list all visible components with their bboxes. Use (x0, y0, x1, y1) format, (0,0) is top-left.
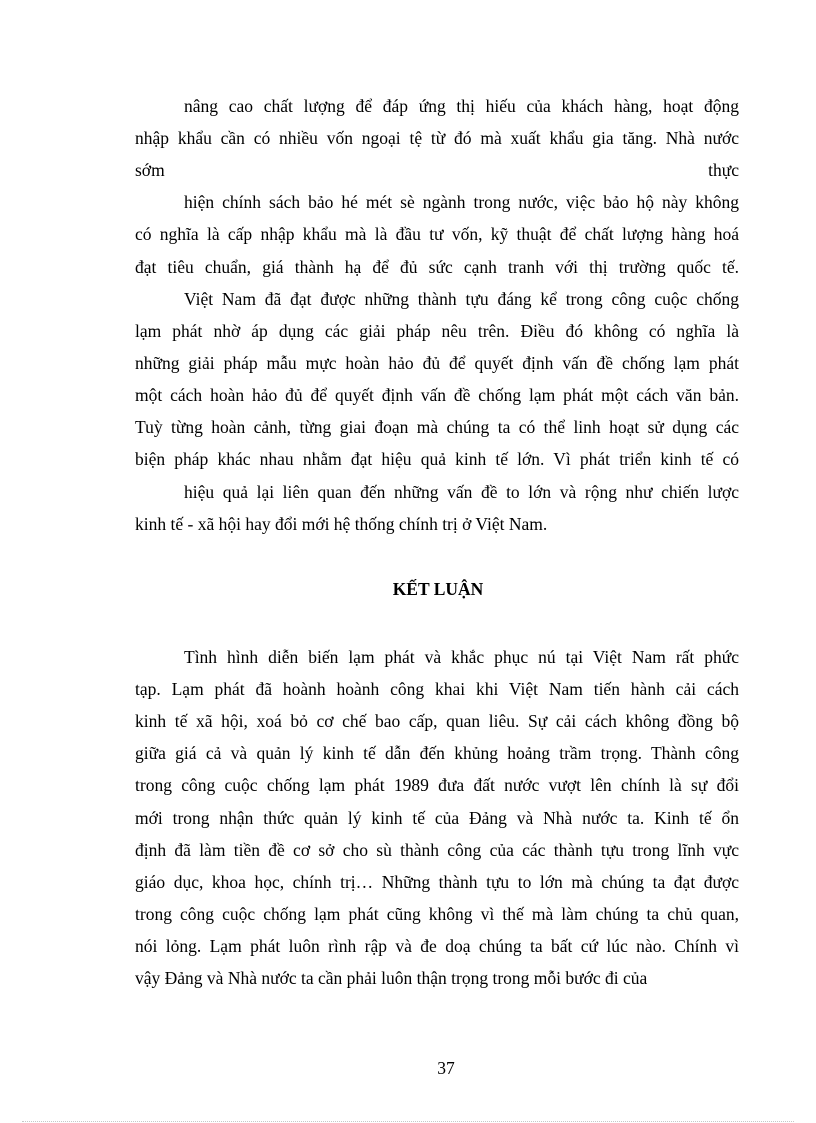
text-line: định đã làm tiền đề cơ sở cho sù thành công của các thành tựu trong lĩnh vực (135, 840, 739, 860)
section-heading: KẾT LUẬN (392, 579, 484, 599)
text-line: Tuỳ từng hoàn cảnh, từng giai đoạn mà chúng ta có thể linh hoạt sử dụng các (135, 417, 739, 437)
text-line: những giải pháp mẫu mực hoàn hảo đủ để quyết định vấn đề chống lạm phát (135, 353, 739, 373)
text-line: trong công cuộc chống lạm phát cũng không vì thế mà làm chúng ta chủ quan, (135, 904, 739, 924)
text-line: tạp. Lạm phát đã hoành hoành công khai khi Việt Nam tiến hành cải cách (135, 679, 739, 699)
text-line: Việt Nam đã đạt được những thành tựu đáng kể trong công cuộc chống (184, 289, 739, 309)
page-number: 37 (437, 1058, 455, 1078)
text-line: Tình hình diễn biến lạm phát và khắc phục nú tại Việt Nam rất phức (184, 647, 739, 667)
text-line: nâng cao chất lượng để đáp ứng thị hiếu của khách hàng, hoạt động (184, 96, 739, 116)
text-line: nói lỏng. Lạm phát luôn rình rập và đe doạ chúng ta bất cứ lúc nào. Chính vì (135, 936, 739, 956)
text-line: kinh tế xã hội, xoá bỏ cơ chế bao cấp, quan liêu. Sự cải cách không đồng bộ (135, 711, 739, 731)
text-line: nhập khẩu cần có nhiều vốn ngoại tệ từ đó mà xuất khẩu gia tăng. Nhà nước (135, 128, 739, 148)
text-line: hiện chính sách bảo hé mét sè ngành trong nước, việc bảo hộ này không (184, 192, 739, 212)
text-line: lạm phát nhờ áp dụng các giải pháp nêu trên. Điều đó không có nghĩa là (135, 321, 739, 341)
text-line: kinh tế - xã hội hay đổi mới hệ thống chính trị ở Việt Nam. (135, 514, 548, 534)
text-line: vậy Đảng và Nhà nước ta cần phải luôn thận trọng trong mỗi bước đi của (135, 968, 648, 988)
text-line: đạt tiêu chuẩn, giá thành hạ để đủ sức cạnh tranh với thị trường quốc tế. (135, 257, 739, 277)
text-line: thực (708, 160, 739, 180)
text-line: giáo dục, khoa học, chính trị… Những thành tựu to lớn mà chúng ta đạt được (135, 872, 739, 892)
text-line: sớm (135, 160, 165, 180)
text-line: giữa giá cả và quản lý kinh tế dẫn đến khủng hoảng trầm trọng. Thành công (135, 743, 739, 763)
page-bottom-divider (22, 1121, 794, 1122)
text-line: biện pháp khác nhau nhằm đạt hiệu quả kinh tế lớn. Vì phát triển kinh tế có (135, 449, 739, 469)
text-line: hiệu quả lại liên quan đến những vấn đề to lớn và rộng như chiến lược (184, 482, 739, 502)
text-line: có nghĩa là cấp nhập khẩu mà là đầu tư vốn, kỹ thuật để chất lượng hàng hoá (135, 224, 739, 244)
text-line: mới trong nhận thức quản lý kinh tế của Đảng và Nhà nước ta. Kinh tế ổn (135, 808, 739, 828)
text-line: trong công cuộc chống lạm phát 1989 đưa đất nước vượt lên chính là sự đổi (135, 775, 739, 795)
text-line: một cách hoàn hảo đủ để quyết định vấn đề chống lạm phát một cách văn bản. (135, 385, 739, 405)
